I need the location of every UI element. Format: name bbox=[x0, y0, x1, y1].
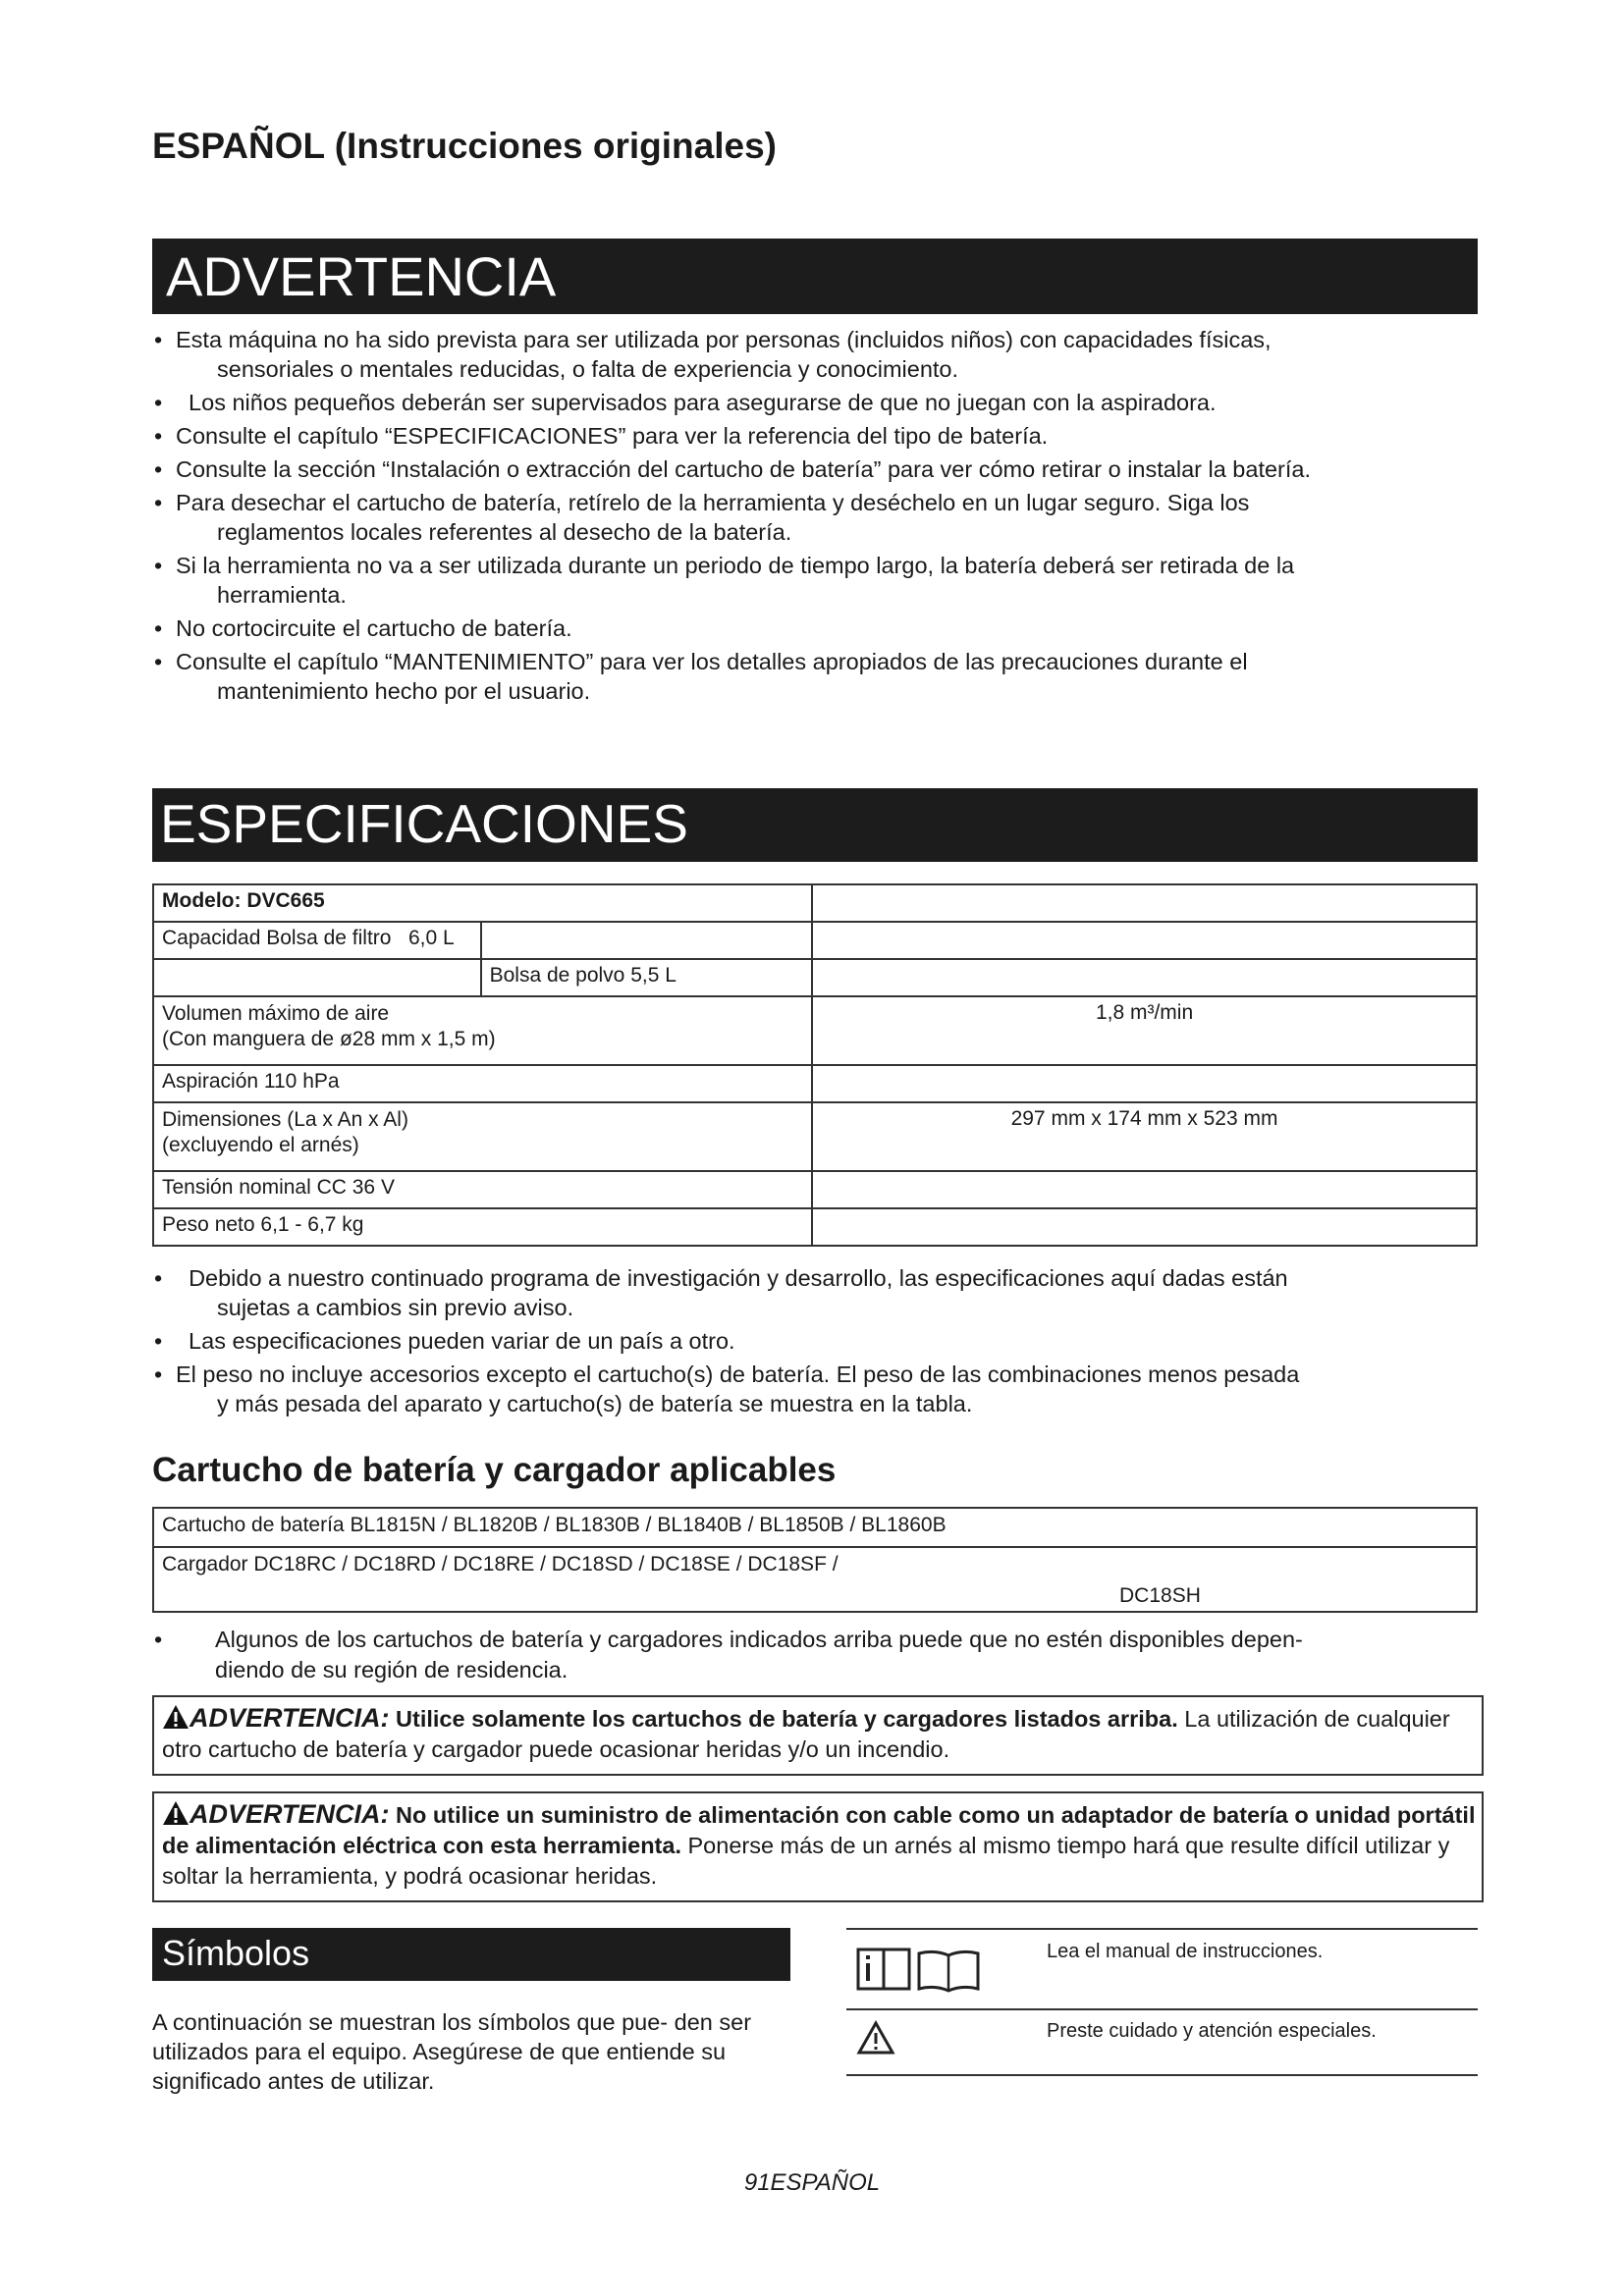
note-item: • Debido a nuestro continuado programa de investigación y desarrollo, las especificaciones aquí dadas están sujetas a cambios sin previo aviso. bbox=[152, 1263, 1478, 1322]
table-cell bbox=[812, 1208, 1477, 1246]
note-item: • El peso no incluye accesorios excepto el cartucho(s) de batería. El peso de las combinaciones menos pesada y más pesada del aparato y cartucho(s) de batería se muestra en la tabla. bbox=[152, 1360, 1478, 1418]
symbol-description: Preste cuidado y atención especiales. bbox=[1047, 2020, 1377, 2042]
table-row bbox=[153, 996, 1477, 1065]
specs-section-header bbox=[152, 788, 1478, 862]
table-cell bbox=[812, 1171, 1477, 1208]
note-item: • Las especificaciones pueden variar de un país a otro. bbox=[152, 1326, 1478, 1356]
table-row bbox=[153, 884, 1477, 922]
warning-item: • Si la herramienta no va a ser utilizada durante un periodo de tiempo largo, la batería deberá ser retirada de la herramienta. bbox=[152, 551, 1478, 610]
model-cell: Modelo: DVC665 bbox=[153, 884, 812, 922]
table-cell bbox=[812, 922, 1477, 959]
table-row bbox=[153, 1547, 1477, 1612]
table-cell bbox=[153, 959, 481, 996]
warning-item: • Consulte el capítulo “ESPECIFICACIONES” para ver la referencia del tipo de batería. bbox=[152, 421, 1478, 451]
warning-section-header bbox=[152, 239, 1478, 314]
table-row bbox=[153, 1065, 1477, 1102]
divider bbox=[846, 1928, 1478, 1930]
dimensions-value: 297 mm x 174 mm x 523 mm bbox=[812, 1102, 1477, 1171]
warning-item: • Esta máquina no ha sido prevista para ser utilizada por personas (incluidos niños) con capacidades físicas, sensoriales o mentales reducidas, o falta de experiencia y conocimiento. bbox=[152, 325, 1478, 384]
warning-triangle-icon bbox=[162, 1704, 189, 1730]
warning-item: • Consulte la sección “Instalación o extracción del cartucho de batería” para ver cómo retirar o instalar la batería. bbox=[152, 454, 1478, 484]
warning-item: • Los niños pequeños deberán ser supervisados para asegurarse de que no juegan con la aspiradora. bbox=[152, 388, 1478, 417]
page-language-title: ESPAÑOL (Instrucciones originales) bbox=[152, 126, 777, 166]
table-row bbox=[153, 1208, 1477, 1246]
specs-notes-list bbox=[152, 1263, 1478, 1422]
symbols-heading: Símbolos bbox=[162, 1933, 310, 1973]
availability-note: • Algunos de los cartuchos de batería y cargadores indicados arriba puede que no estén disponibles depen- diendo de su región de residencia. bbox=[154, 1627, 1303, 1682]
warning-item: • Para desechar el cartucho de batería, retírelo de la herramienta y deséchelo en un lugar seguro. Siga los reglamentos locales referentes al desecho de la batería. bbox=[152, 488, 1478, 547]
warning-item: • No cortocircuite el cartucho de batería. bbox=[152, 614, 1478, 643]
cartridge-cell: Cartucho de batería BL1815N / BL1820B / BL1830B / BL1840B / BL1850B / BL1860B bbox=[153, 1508, 1477, 1547]
table-row bbox=[153, 922, 1477, 959]
table-row bbox=[153, 1171, 1477, 1208]
battery-heading: Cartucho de batería y cargador aplicables bbox=[152, 1451, 837, 1489]
specs-table bbox=[152, 883, 1478, 1247]
airflow-value: 1,8 m³/min bbox=[812, 996, 1477, 1065]
caution-triangle-icon bbox=[856, 2020, 895, 2060]
voltage-cell: Tensión nominal CC 36 V bbox=[153, 1171, 812, 1208]
table-row bbox=[153, 959, 1477, 996]
warning-item: • Consulte el capítulo “MANTENIMIENTO” para ver los detalles apropiados de las precauciones durante el mantenimiento hecho por el usuario. bbox=[152, 647, 1478, 706]
table-cell bbox=[481, 922, 813, 959]
symbol-description: Lea el manual de instrucciones. bbox=[1047, 1941, 1324, 1962]
airflow-cell: Volumen máximo de aire (Con manguera de ø28 mm x 1,5 m) bbox=[153, 996, 812, 1065]
specs-heading: ESPECIFICACIONES bbox=[160, 793, 688, 854]
warning-list bbox=[152, 325, 1478, 710]
page-footer: 91ESPAÑOL bbox=[743, 2169, 881, 2196]
warning-label: ADVERTENCIA: bbox=[189, 1799, 390, 1829]
divider bbox=[846, 2008, 1478, 2010]
table-cell bbox=[812, 884, 1477, 922]
charger-cell: Cargador DC18RC / DC18RD / DC18RE / DC18SD / DC18SE / DC18SF / DC18SH bbox=[153, 1547, 1477, 1612]
divider bbox=[846, 2074, 1478, 2076]
capacity-cell: Capacidad Bolsa de filtro 6,0 L bbox=[153, 922, 481, 959]
power-supply-warning-box: ADVERTENCIA: No utilice un suministro de alimentación con cable como un adaptador de batería o unidad portátil de alimentación eléctrica con esta herramienta. Ponerse más de un arnés al mismo tiempo hará que resulte difícil utilizar y soltar la herramienta, y podrá ocasionar heridas. bbox=[152, 1791, 1484, 1902]
suction-cell: Aspiración 110 hPa bbox=[153, 1065, 812, 1102]
table-row bbox=[153, 1508, 1477, 1547]
dust-bag-cell: Bolsa de polvo 5,5 L bbox=[481, 959, 813, 996]
symbols-intro: A continuación se muestran los símbolos que pue- den ser utilizados para el equipo. Asegúrese de que entiende su significado antes de utilizar. bbox=[152, 2009, 752, 2094]
symbols-section-header bbox=[152, 1928, 790, 1981]
warning-triangle-icon bbox=[162, 1800, 189, 1826]
warning-heading: ADVERTENCIA bbox=[166, 245, 557, 307]
battery-table bbox=[152, 1507, 1478, 1613]
table-cell bbox=[812, 959, 1477, 996]
dimensions-cell: Dimensiones (La x An x Al) (excluyendo el arnés) bbox=[153, 1102, 812, 1171]
battery-warning-box: ADVERTENCIA: Utilice solamente los cartuchos de batería y cargadores listados arriba. La utilización de cualquier otro cartucho de batería y cargador puede ocasionar heridas y/o un incendio. bbox=[152, 1695, 1484, 1776]
table-row bbox=[153, 1102, 1477, 1171]
warning-label: ADVERTENCIA: bbox=[189, 1703, 390, 1733]
read-manual-icon bbox=[856, 1946, 984, 2000]
table-cell bbox=[812, 1065, 1477, 1102]
weight-cell: Peso neto 6,1 - 6,7 kg bbox=[153, 1208, 812, 1246]
